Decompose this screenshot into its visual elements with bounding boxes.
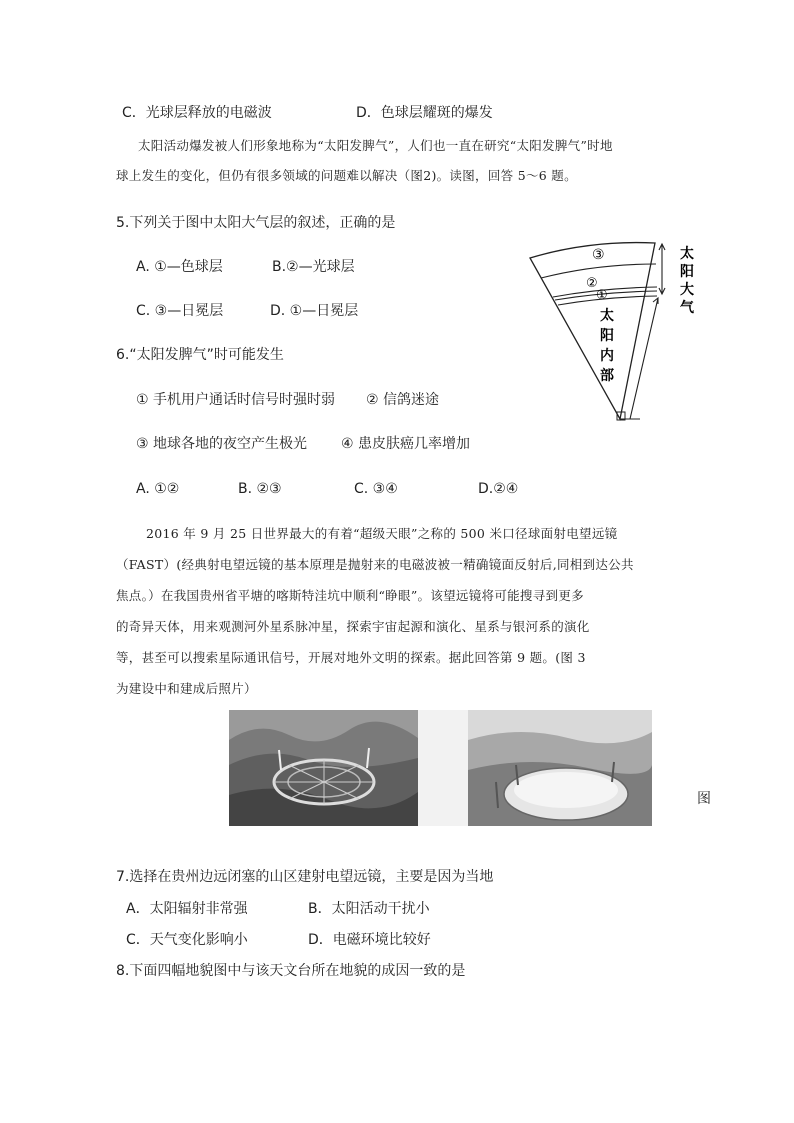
- q6-option-a: A. ①②: [136, 481, 180, 497]
- fast-completed-photo: [418, 710, 652, 826]
- fast-line-1: 2016 年 9 月 25 日世界最大的有着“超级天眼”之称的 500 米口径球面射电望远镜: [146, 526, 618, 541]
- q7-stem: 7.选择在贵州边远闭塞的山区建射电望远镜，主要是因为当地: [116, 869, 494, 885]
- intro-line-1: 太阳活动爆发被人们形象地称为“太阳发脾气”，人们也一直在研究“太阳发脾气”时地: [138, 138, 613, 153]
- layer-3-label: ③: [592, 247, 605, 263]
- fast-line-6: 为建设中和建成后照片）: [116, 681, 257, 696]
- q6-item-3: ③ 地球各地的夜空产生极光: [136, 436, 308, 452]
- q6-item-2: ② 信鸽迷途: [366, 392, 440, 408]
- option-c-prev: C．光球层释放的电磁波: [122, 105, 272, 121]
- q5-option-c: C. ③—日冕层: [136, 303, 224, 319]
- fast-line-2: （FAST）(经典射电望远镜的基本原理是抛射来的电磁波被一精确镜面反射后,同相到达公共: [116, 557, 634, 572]
- q6-stem: 6.“太阳发脾气”时可能发生: [116, 347, 284, 363]
- fast-construction-photo: [229, 710, 418, 826]
- q7-option-b: B．太阳活动干扰小: [308, 901, 430, 917]
- q6-item-4: ④ 患皮肤癌几率增加: [341, 436, 471, 452]
- layer-2-label: ②: [586, 276, 598, 291]
- fast-line-4: 的奇异天体，用来观测河外星系脉冲星，探索宇宙起源和演化、星系与银河系的演化: [116, 619, 590, 634]
- figure-label: 图: [697, 791, 711, 807]
- q5-option-b: B.②—光球层: [272, 259, 355, 275]
- interior-label-2: 阳: [600, 328, 614, 344]
- atmosphere-label-1: 太: [680, 246, 694, 262]
- interior-label-3: 内: [600, 348, 614, 364]
- atmosphere-label-2: 阳: [680, 264, 694, 280]
- q6-option-d: D.②④: [478, 481, 519, 497]
- q5-stem: 5.下列关于图中太阳大气层的叙述，正确的是: [116, 215, 396, 231]
- option-d-prev: D．色球层耀斑的爆发: [356, 105, 493, 121]
- q7-option-a: A．太阳辐射非常强: [126, 901, 248, 917]
- fast-line-3: 焦点。）在我国贵州省平塘的喀斯特洼坑中顺利“睁眼”。该望远镜将可能搜寻到更多: [116, 588, 584, 603]
- q5-option-a: A. ①—色球层: [136, 259, 223, 275]
- fast-line-5: 等，甚至可以搜索星际通讯信号，开展对地外文明的探索。据此回答第 9 题。(图 3: [116, 650, 586, 665]
- q5-option-d: D. ①—日冕层: [270, 303, 359, 319]
- q8-stem: 8.下面四幅地貌图中与该天文台所在地貌的成因一致的是: [116, 963, 466, 979]
- interior-label-4: 部: [600, 368, 614, 384]
- intro-line-2: 球上发生的变化，但仍有很多领域的问题难以解决（图2)。读图，回答 5～6 题。: [116, 168, 577, 183]
- q7-option-d: D．电磁环境比较好: [308, 932, 431, 948]
- atmosphere-label-4: 气: [680, 300, 694, 316]
- sun-structure-diagram: [520, 236, 700, 436]
- q6-item-1: ① 手机用户通话时信号时强时弱: [136, 392, 336, 408]
- q6-option-b: B. ②③: [238, 481, 282, 497]
- atmosphere-label-3: 大: [680, 282, 694, 298]
- layer-1-label: ①: [596, 288, 608, 303]
- q6-option-c: C. ③④: [354, 481, 398, 497]
- interior-label-1: 太: [600, 308, 614, 324]
- q7-option-c: C．天气变化影响小: [126, 932, 248, 948]
